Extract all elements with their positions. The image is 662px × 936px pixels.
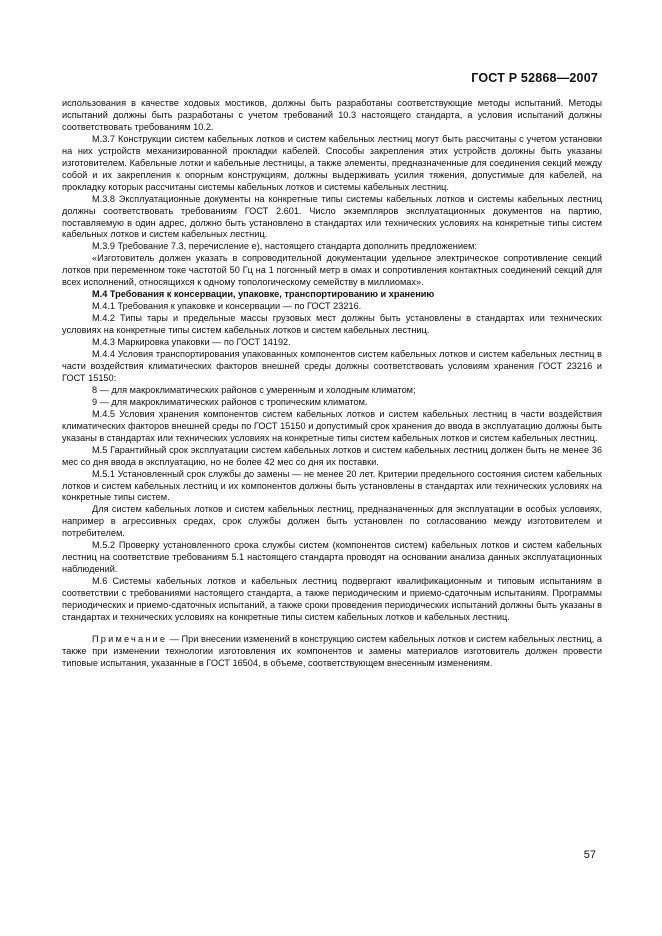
note-label: Примечание: [92, 633, 168, 644]
document-body: [62, 98, 602, 670]
paragraph: «Изготовитель должен указать в сопроводительной документации удельное электрическое сопротивление секций лотков при переменном токе частотой 50 Гц на 1 погонный метр в омах и сопротивления контактных соединений секций для всех исполнений, относящихся к одному топологическому семейству в миллиомах».: [62, 253, 602, 288]
page-number: 57: [583, 849, 596, 861]
paragraph: М.4.1 Требования к упаковке и консервации — по ГОСТ 23216.: [92, 301, 362, 312]
section-heading: М.4 Требования к консервации, упаковке, транспортированию и хранению: [92, 289, 435, 300]
paragraph: М.4.4 Условия транспортирования упакованных компонентов систем кабельных лотков и систем кабельных лестниц в части воздействия климатических факторов внешней среды должны соответствовать условиям хранения ГОСТ 23216 и ГОСТ 15150:: [62, 349, 602, 383]
paragraph: М.4.3 Маркировка упаковки — по ГОСТ 14192.: [92, 337, 291, 348]
paragraph: М.5.2 Проверку установленного срока службы систем (компонентов систем) кабельных лотков и систем кабельных лестниц на соответствие требованиям 5.1 настоящего стандарта проводят на основании анализа данных эксплуатационных наблюдений.: [62, 540, 602, 575]
paragraph: М.4.2 Типы тары и предельные массы грузовых мест должны быть установлены в стандартах или технических условиях на конкретные типы систем кабельных лотков и систем кабельных лестниц.: [62, 313, 602, 336]
paragraph: М.3.8 Эксплуатационные документы на конкретные типы системы кабельных лотков и системы кабельных лестниц должны соответствовать требованиям ГОСТ 2.601. Число экземпляров эксплуатационных документов на партию, поставляемую в один адрес, должно быть установлено в стандартах или технических условиях на конкретные типы систем кабельных лотков и систем кабельных лестниц.: [62, 193, 602, 240]
paragraph: М.5.1 Установленный срок службы до замены — не менее 20 лет. Критерии предельного состояния систем кабельных лотков и систем кабельных лестниц и их компонентов должны быть установлены в стандартах или технических условиях на конкретные типы систем.: [62, 468, 602, 503]
paragraph: М.3.9 Требование 7.3, перечисление е), настоящего стандарта дополнить предложением:: [92, 241, 477, 252]
list-item: 8 — для макроклиматических районов с умеренным и холодным климатом;: [92, 384, 416, 395]
paragraph: М.3.7 Конструкции систем кабельных лотков и систем кабельных лестниц могут быть рассчитаны с учетом установки на них устройств механизированной прокладки кабелей. Способы закрепления этих устройств должны быть указаны изготовителем. Кабельные лотки и кабельные лестницы, а также элементы, предназначенные для соединения секций между собой и их закрепления к опорным конструкциям, должны выдерживать усилия тяжения, допустимые для кабелей, на прокладку которых рассчитаны системы кабельных лотков и системы кабельных лестниц.: [62, 133, 602, 192]
paragraph: М.4.5 Условия хранения компонентов систем кабельных лотков и систем кабельных лестниц в части воздействия климатических факторов внешней среды по ГОСТ 15150 и допустимый срок хранения до ввода в эксплуатацию должны быть указаны в стандартах или технических условиях на конкретные типы систем кабельных лотков и систем кабельных лестниц.: [62, 408, 602, 443]
paragraph: М.5 Гарантийный срок эксплуатации систем кабельных лотков и систем кабельных лестниц должен быть не менее 36 мес со дня ввода в эксплуатацию, но не более 42 мес со дня их поставки.: [62, 444, 602, 467]
list-item: 9 — для макроклиматических районов с тропическим климатом.: [92, 396, 368, 407]
note: [62, 634, 602, 670]
paragraph: Для систем кабельных лотков и систем кабельных лестниц, предназначенных для эксплуатации в особых условиях, например в агрессивных средах, срок службы должен быть установлен по согласованию между изготовителем и потребителем.: [62, 504, 602, 539]
paragraph: М.6 Системы кабельных лотков и кабельных лестниц подвергают квалификационным и типовым испытаниям в соответствии с требованиями настоящего стандарта, а также периодическим и приемо-сдаточным испытаниям. Программы периодических и приемо-сдаточных испытаний, а также сроки проведения периодических испытаний должны быть указаны в стандартах и технических условиях на конкретные типы систем кабельных лотков и кабельных лестниц.: [62, 576, 602, 622]
document-header: ГОСТ Р 52868—2007: [471, 71, 598, 85]
paragraph: использования в качестве ходовых мостиков, должны быть разработаны соответствующие методы испытаний. Методы испытаний должны быть разработаны с учетом требований 10.3 настоящего стандарта, а условия испытаний должны соответствовать требованиям 10.2.: [62, 98, 602, 132]
note-text: — При внесении изменений в конструкцию систем кабельных лотков и систем кабельных лестниц, а также при изменении технологии изготовления их компонентов и замены материалов изготовитель должен провести типовые испытания, указанные в ГОСТ 16504, в объеме, соответствующем внесенным изменениям.: [62, 633, 602, 668]
